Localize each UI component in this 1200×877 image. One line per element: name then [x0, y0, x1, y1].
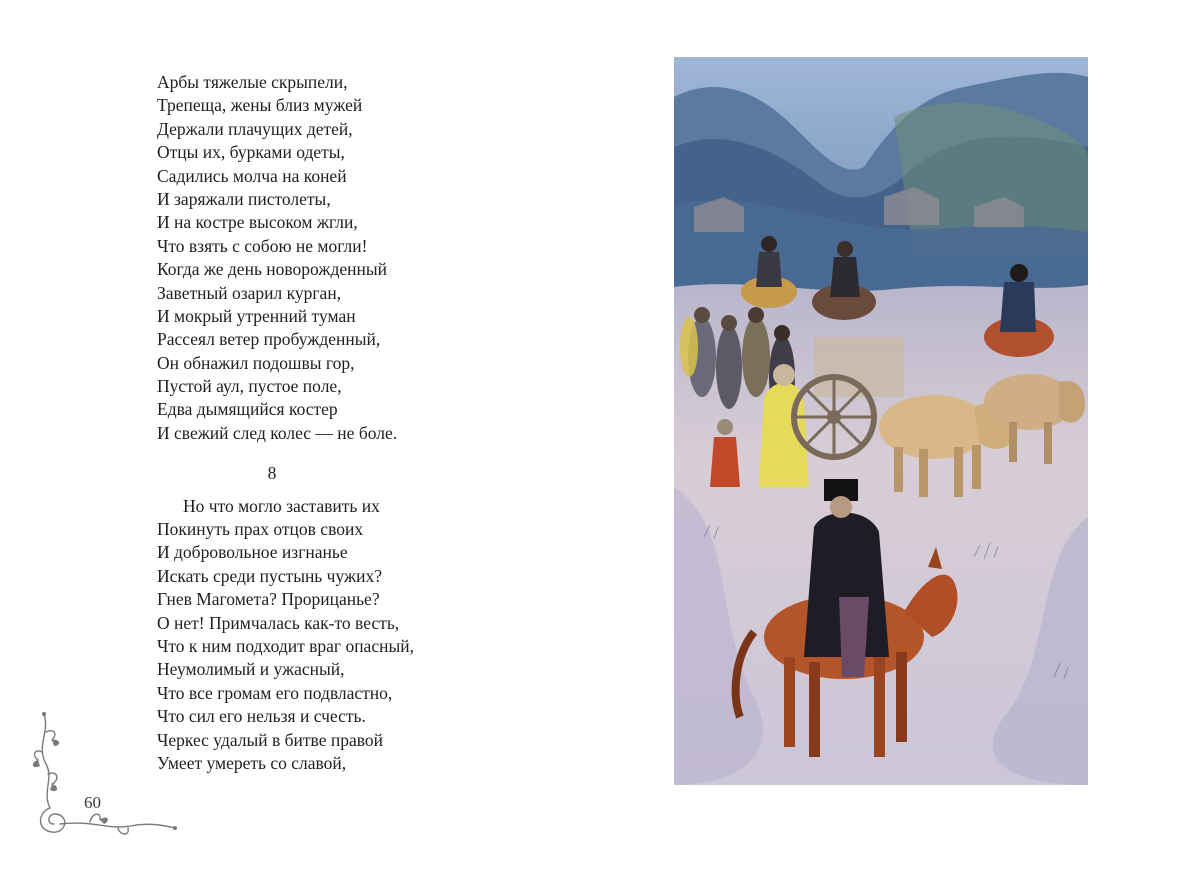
floral-ornament-icon	[30, 712, 180, 842]
verse-line: Арбы тяжелые скрыпели,	[157, 72, 348, 92]
stanza-number: 8	[267, 463, 277, 484]
stanza-bottom	[157, 495, 497, 776]
verse-line: И на костре высоком жгли,	[157, 212, 358, 233]
poem-text	[157, 71, 497, 775]
verse-line: Трепеща, жены близ мужей	[157, 95, 363, 116]
verse-line: Что все громам его подвластно,	[157, 682, 393, 703]
verse-line: И добровольное изгнанье	[157, 542, 348, 563]
verse-line: Отцы их, бурками одеты,	[157, 142, 345, 163]
verse-line: Когда же день новорожденный	[157, 259, 387, 280]
verse-line: Умеет умереть со славой,	[157, 752, 347, 773]
verse-line: Гнев Магомета? Прорицанье?	[157, 589, 380, 610]
verse-line: Садились молча на коней	[157, 165, 347, 186]
illustration	[674, 57, 1088, 785]
verse-line: Искать среди пустынь чужих?	[157, 565, 382, 586]
verse-line: О нет! Примчалась как-то весть,	[157, 612, 400, 633]
verse-line: Держали плачущих детей,	[157, 118, 353, 139]
stanza-top	[157, 71, 497, 445]
verse-line: И заряжали пистолеты,	[157, 188, 331, 209]
verse-line: Неумолимый и ужасный,	[157, 659, 345, 680]
verse-line: Что к ним подходит враг опасный,	[157, 636, 414, 656]
verse-line: Черкес удалый в битве правой	[157, 729, 384, 750]
verse-line: Заветный озарил курган,	[157, 282, 342, 303]
verse-line: Едва дымящийся костер	[157, 399, 338, 420]
verse-line: И свежий след колес — не боле.	[157, 422, 398, 443]
verse-line: Но что могло заставить их	[183, 495, 380, 516]
verse-line: Он обнажил подошвы гор,	[157, 352, 355, 373]
page-number: 60	[84, 793, 101, 812]
verse-line: Что сил его нельзя и счесть.	[157, 706, 366, 727]
verse-line: Рассеял ветер пробужденный,	[157, 329, 381, 350]
verse-line: Покинуть прах отцов своих	[157, 519, 364, 540]
verse-line: Пустой аул, пустое поле,	[157, 376, 342, 397]
verse-line: Что взять с собою не могли!	[157, 235, 368, 256]
verse-line: И мокрый утренний туман	[157, 305, 356, 326]
